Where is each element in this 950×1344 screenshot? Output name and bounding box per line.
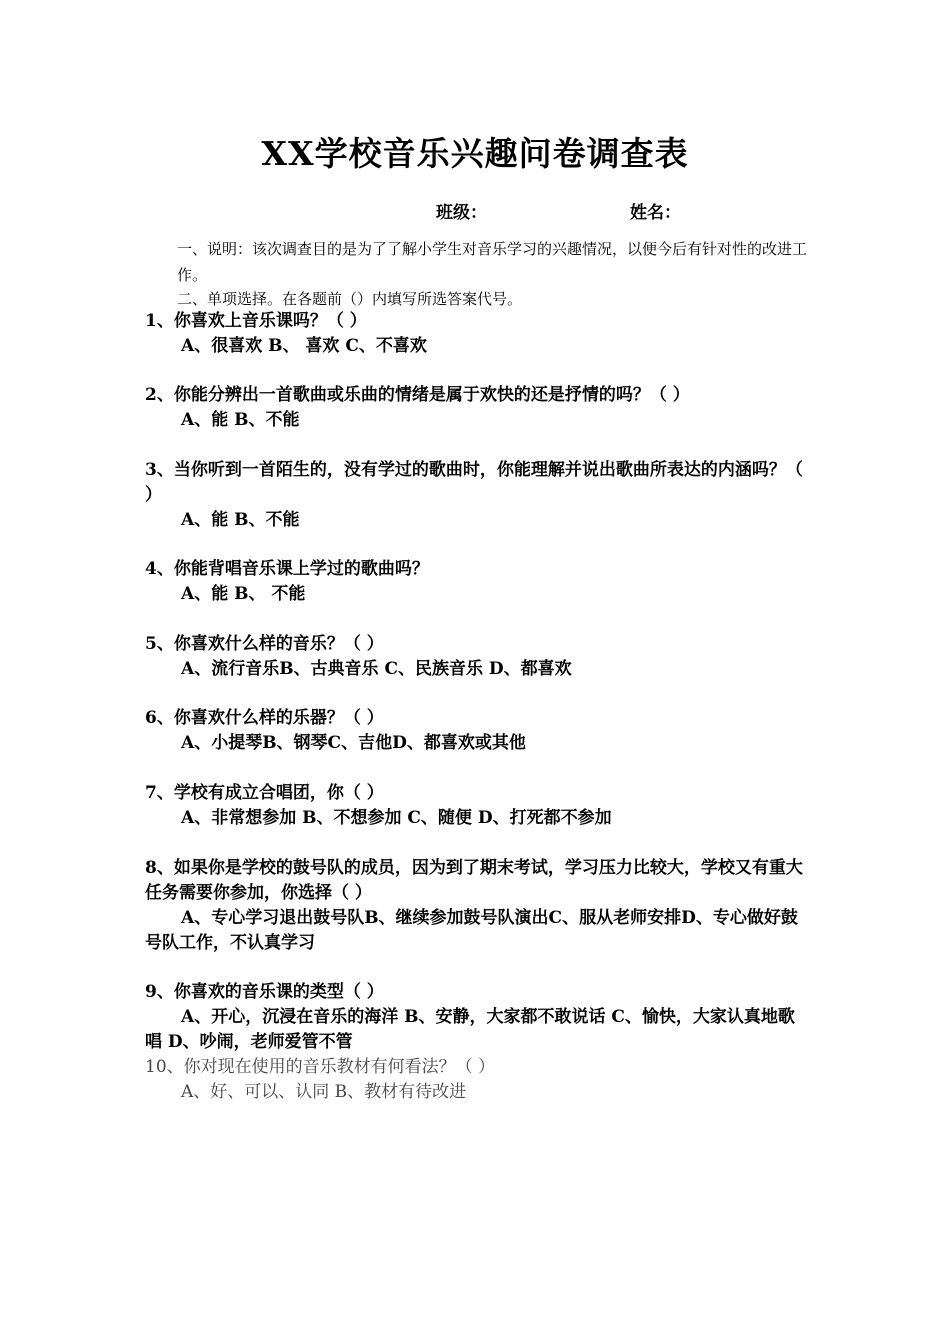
question-options: A、专心学习退出鼓号队B、继续参加鼓号队演出C、服从老师安排D、专心做好鼓号队工作，不认真学习 [145, 908, 798, 953]
question-text: 8、如果你是学校的鼓号队的成员，因为到了期末考试，学习压力比较大，学校又有重大任务需要你参加，你选择（ ） [145, 858, 803, 903]
question-text: 1、你喜欢上音乐课吗？（ ） [145, 311, 367, 331]
question-options: A、能 B、不能 [181, 510, 300, 530]
question-options: A、能 B、不能 [181, 410, 300, 430]
question-4 [145, 557, 810, 607]
question-text: 3、当你听到一首陌生的，没有学过的歌曲时，你能理解并说出歌曲所表达的内涵吗？（ ） [145, 460, 803, 505]
question-text: 10、你对现在使用的音乐教材有何看法？（ ） [145, 1057, 496, 1077]
question-9 [145, 980, 810, 1055]
name-label: 姓名： [630, 203, 681, 223]
question-text: 9、你喜欢的音乐课的类型（ ） [145, 982, 384, 1002]
question-text: 7、学校有成立合唱团，你（ ） [145, 783, 384, 803]
question-options: A、很喜欢 B、 喜欢 C、不喜欢 [181, 336, 427, 356]
question-options: A、好、可以、认同 B、教材有待改进 [181, 1082, 467, 1102]
question-text: 4、你能背唱音乐课上学过的歌曲吗？ [145, 559, 429, 579]
intro-description [145, 236, 810, 288]
question-6 [145, 706, 810, 756]
question-7 [145, 781, 810, 831]
page-title: XX学校音乐兴趣问卷调查表 [261, 134, 689, 173]
question-10 [145, 1055, 810, 1105]
question-text: 6、你喜欢什么样的乐器？（ ） [145, 708, 384, 728]
question-8 [145, 856, 810, 956]
question-5 [145, 632, 810, 682]
question-options: A、开心，沉浸在音乐的海洋 B、安静，大家都不敢说话 C、愉快，大家认真地歌唱 D、吵闹，老师爱管不管 [145, 1007, 795, 1052]
question-2 [145, 383, 810, 433]
question-text: 2、你能分辨出一首歌曲或乐曲的情绪是属于欢快的还是抒情的吗？（ ） [145, 385, 690, 405]
question-options: A、能 B、 不能 [181, 584, 306, 604]
question-options: A、小提琴B、钢琴C、吉他D、都喜欢或其他 [181, 733, 526, 753]
question-3 [145, 458, 810, 533]
question-1 [145, 309, 810, 359]
question-options: A、非常想参加 B、不想参加 C、随便 D、打死都不参加 [181, 808, 612, 828]
question-options: A、流行音乐B、古典音乐 C、民族音乐 D、都喜欢 [181, 659, 572, 679]
intro-text-1: 一、说明：该次调查目的是为了了解小学生对音乐学习的兴趣情况，以便今后有针对性的改进工作。 [177, 240, 808, 284]
class-label: 班级： [436, 203, 487, 223]
intro-text-2: 二、单项选择。在各题前（）内填写所选答案代号。 [177, 290, 523, 308]
question-text: 5、你喜欢什么样的音乐？（ ） [145, 634, 384, 654]
